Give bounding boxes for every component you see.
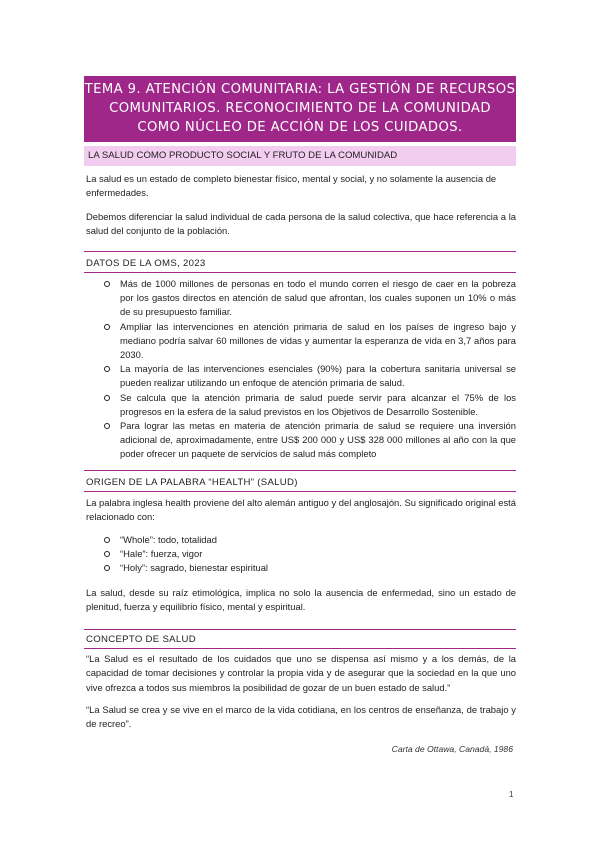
health-origin-list bbox=[86, 533, 516, 576]
list-item: “Holy”: sagrado, bienestar espiritual bbox=[86, 561, 516, 575]
section-divider bbox=[84, 272, 516, 273]
bullet-icon bbox=[104, 281, 110, 287]
oms-data-list bbox=[86, 277, 516, 462]
section-divider bbox=[84, 251, 516, 252]
page-number: 1 bbox=[509, 790, 514, 799]
quote-source: Carta de Ottawa, Canadá, 1986 bbox=[391, 744, 513, 754]
list-item: La mayoría de las intervenciones esenciales (90%) para la cobertura sanitaria universal se pueden realizar utilizando un enfoque de atención primaria de salud. bbox=[86, 362, 516, 390]
bullet-icon bbox=[104, 551, 110, 557]
bullet-icon bbox=[104, 395, 110, 401]
bullet-icon bbox=[104, 537, 110, 543]
section-heading-salud-social: LA SALUD COMO PRODUCTO SOCIAL Y FRUTO DE LA COMUNIDAD bbox=[84, 146, 516, 166]
bullet-icon bbox=[104, 565, 110, 571]
section-divider bbox=[84, 470, 516, 471]
section-divider bbox=[84, 648, 516, 649]
paragraph: Debemos diferenciar la salud individual de cada persona de la salud colectiva, que hace referencia a la salud del conjunto de la población. bbox=[86, 211, 516, 237]
document-title bbox=[84, 76, 516, 142]
list-item: “Whole”: todo, totalidad bbox=[86, 533, 516, 547]
title-line: TEMA 9. ATENCIÓN COMUNITARIA: LA GESTIÓN DE RECURSOS bbox=[84, 82, 516, 97]
quote: “La Salud es el resultado de los cuidados que uno se dispensa así mismo y a los demás, de la capacidad de tomar decisiones y controlar la propia vida y de asegurar que la sociedad en la que uno vive ofrezca a todos sus miembros la posibilidad de gozar de un buen estado de salud.” bbox=[86, 653, 516, 693]
paragraph: La salud es un estado de completo bienestar físico, mental y social, y no solamente la ausencia de enfermedades. bbox=[86, 173, 497, 199]
title-line: COMO NÚCLEO DE ACCIÓN DE LOS CUIDADOS. bbox=[137, 120, 463, 135]
section-divider bbox=[84, 491, 516, 492]
quote: “La Salud se crea y se vive en el marco de la vida cotidiana, en los centros de enseñanza, de trabajo y de recreo”. bbox=[86, 704, 516, 730]
bullet-icon bbox=[104, 423, 110, 429]
paragraph: La salud, desde su raíz etimológica, implica no solo la ausencia de enfermedad, sino un estado de plenitud, fuerza y equilibrio físico, mental y espiritual. bbox=[86, 587, 516, 613]
title-line: COMUNITARIOS. RECONOCIMIENTO DE LA COMUNIDAD bbox=[109, 101, 491, 116]
section-heading-concepto: CONCEPTO DE SALUD bbox=[86, 634, 196, 645]
section-divider bbox=[84, 629, 516, 630]
list-item: Se calcula que la atención primaria de salud puede servir para alcanzar el 75% de los progresos en la esfera de la salud previstos en los Objetivos de Desarrollo Sostenible. bbox=[86, 391, 516, 419]
list-item: Ampliar las intervenciones en atención primaria de salud en los países de ingreso bajo y mediano podría salvar 60 millones de vidas y aumentar la esperanza de vida en 3,7 años para 2030. bbox=[86, 320, 516, 363]
section-heading-health: ORIGEN DE LA PALABRA “HEALTH” (SALUD) bbox=[86, 477, 298, 488]
section-heading-oms: DATOS DE LA OMS, 2023 bbox=[86, 258, 206, 269]
list-item: Para lograr las metas en materia de atención primaria de salud se requiere una inversión adicional de, aproximadamente, entre US$ 200 000 y US$ 328 000 millones al año con la que poder ofrecer un paquete de servicios de salud más completo bbox=[86, 419, 516, 462]
bullet-icon bbox=[104, 324, 110, 330]
paragraph: La palabra inglesa health proviene del alto alemán antiguo y del anglosajón. Su significado original está relacionado con: bbox=[86, 497, 516, 523]
bullet-icon bbox=[104, 366, 110, 372]
list-item: “Hale”: fuerza, vigor bbox=[86, 547, 516, 561]
list-item: Más de 1000 millones de personas en todo el mundo corren el riesgo de caer en la pobreza por los gastos directos en atención de salud que afrontan, los cuales suponen un 10% o más de su presupuesto familiar. bbox=[86, 277, 516, 320]
